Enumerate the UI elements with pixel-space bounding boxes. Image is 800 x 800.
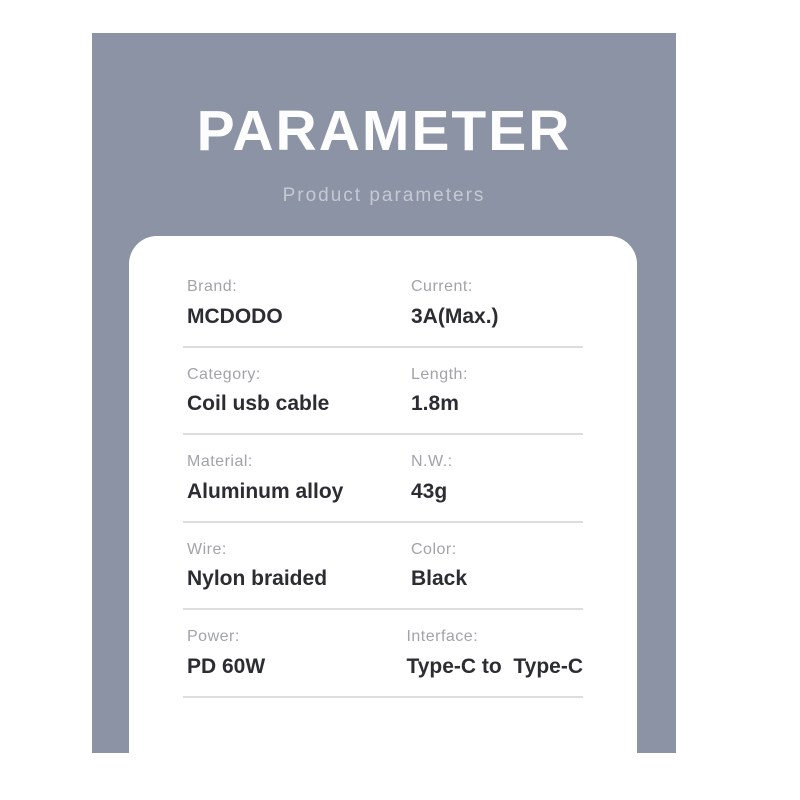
spec-card	[129, 236, 637, 753]
spec-cell-material	[183, 453, 407, 521]
length-label: Length:	[411, 365, 468, 383]
brand-label: Brand:	[187, 278, 238, 295]
current-value: 3A(Max.)	[411, 304, 499, 328]
spec-cell-color	[407, 541, 583, 609]
category-label: Category:	[187, 365, 261, 383]
spec-row	[183, 610, 583, 698]
spec-cell-interface	[402, 628, 583, 696]
page-title: PARAMETER	[196, 99, 572, 163]
net-weight-value: 43g	[411, 479, 448, 503]
wire-value: Nylon braided	[187, 567, 328, 591]
parameter-panel	[92, 33, 676, 753]
spec-cell-length	[407, 366, 583, 434]
category-value: Coil usb cable	[187, 392, 330, 416]
spec-row	[183, 260, 583, 348]
net-weight-label: N.W.:	[411, 453, 453, 470]
spec-row	[183, 435, 583, 523]
color-label: Color:	[411, 540, 457, 558]
brand-value: MCDODO	[187, 304, 283, 328]
interface-label: Interface:	[406, 628, 479, 645]
spec-cell-current	[407, 278, 583, 346]
material-label: Material:	[187, 453, 253, 470]
spec-cell-net-weight	[407, 453, 583, 521]
material-value: Aluminum alloy	[187, 479, 344, 503]
power-label: Power:	[187, 628, 240, 645]
page-subtitle: Product parameters	[282, 185, 486, 206]
length-value: 1.8m	[411, 392, 459, 416]
current-label: Current:	[411, 278, 473, 295]
spec-cell-wire	[183, 541, 407, 609]
spec-row	[183, 348, 583, 436]
spec-cell-power	[183, 628, 402, 696]
power-value: PD 60W	[187, 654, 266, 678]
spec-cell-brand	[183, 278, 407, 346]
spec-rows	[183, 236, 583, 698]
color-value: Black	[411, 567, 468, 591]
spec-cell-category	[183, 366, 407, 434]
spec-row	[183, 523, 583, 611]
interface-value: Type-C to Type-C	[406, 654, 583, 678]
wire-label: Wire:	[187, 540, 227, 558]
